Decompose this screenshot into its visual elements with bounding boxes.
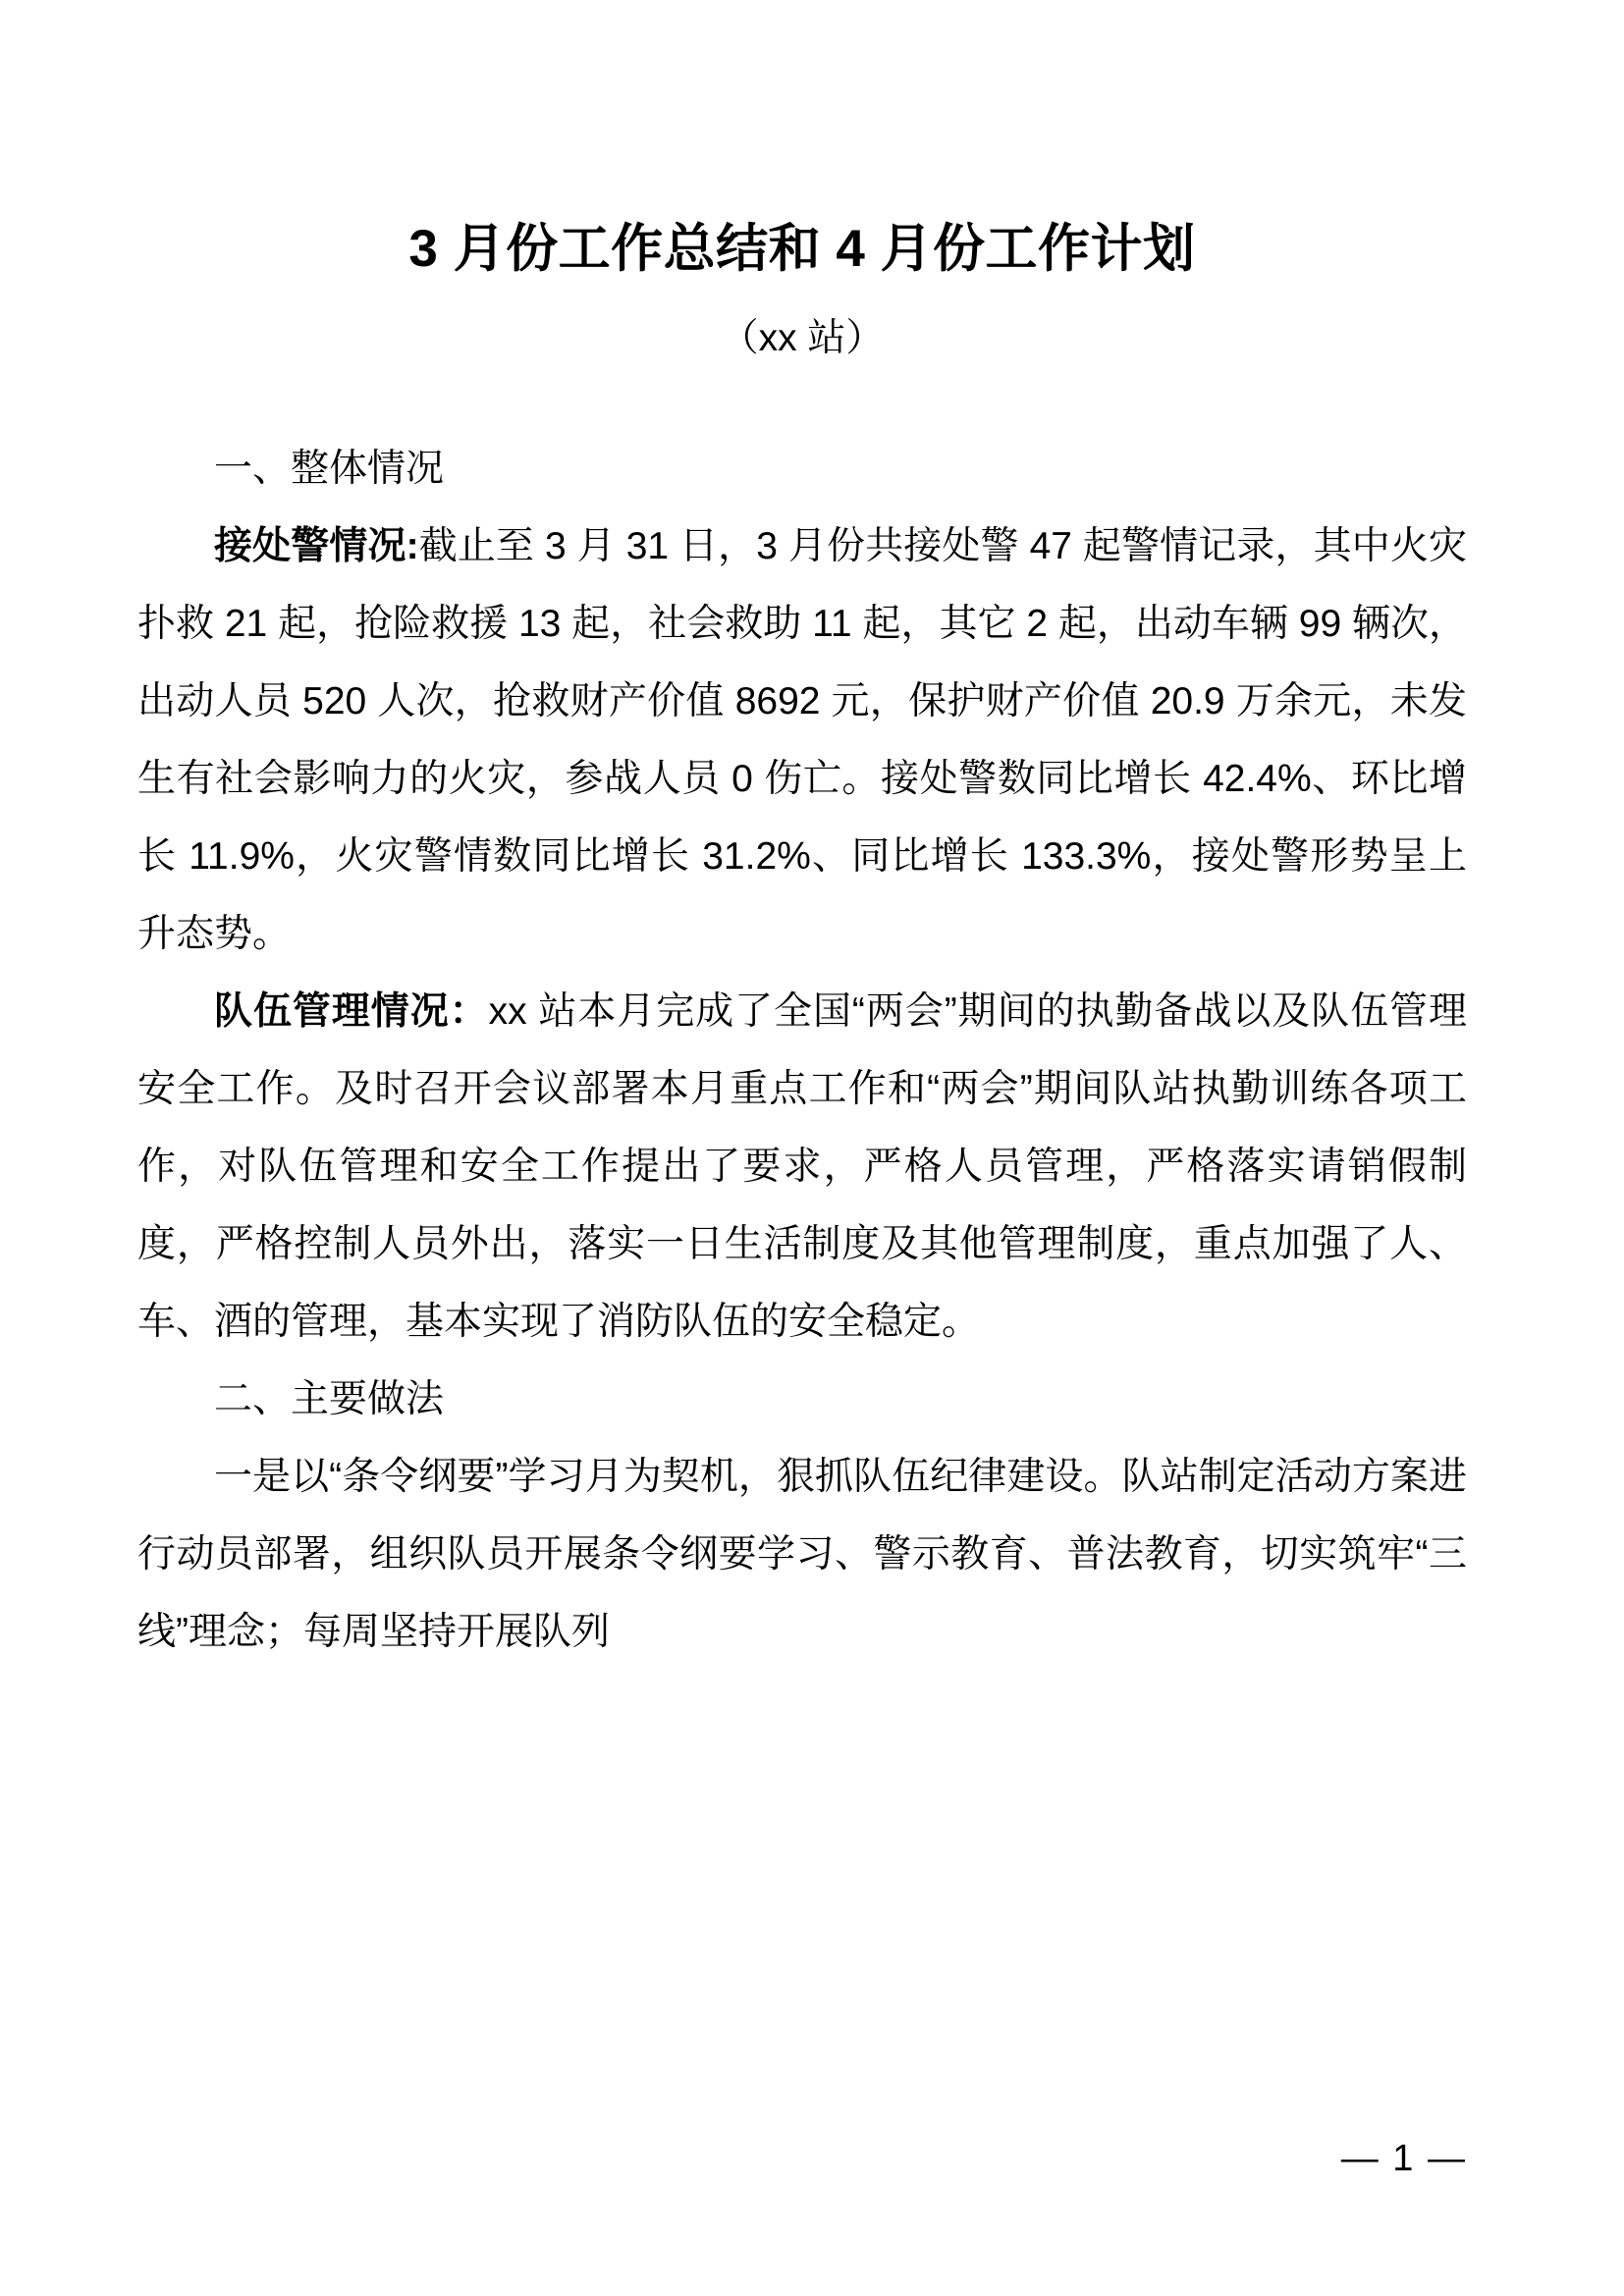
paragraph-lead-label-dispatch: 接处警情况: xyxy=(214,525,419,568)
document-content xyxy=(137,0,1467,1671)
paragraph-practice-one xyxy=(137,1438,1467,1671)
paragraph-text-team: xx 站本月完成了全国“两会”期间的执勤备战以及队伍管理安全工作。及时召开会议部署本月重点工作和“两会”期间队站执勤训练各项工作，对队伍管理和安全工作提出了要求，严格人员管理，严格落实请销假制度，严格控制人员外出，落实一日生活制度及其他管理制度，重点加强了人、车、酒的管理，基本实现了消防队伍的安全稳定。 xyxy=(137,990,1467,1344)
page-title: 3 月份工作总结和 4 月份工作计划 xyxy=(408,220,1196,278)
section-heading-1: 一、整体情况 xyxy=(214,448,445,491)
paragraph-text-dispatch: 截止至 3 月 31 日，3 月份共接处警 47 起警情记录，其中火灾扑救 21 起，抢险救援 13 起，社会救助 11 起，其它 2 起，出动车辆 99 辆次，出动人员 520 人次，抢救财产价值 8692 元，保护财产价值 20.9 万余元，未发生有社会影响力的火灾，参战人员 0 伤亡。接处警数同比增长 42.4%、环比增长 11.9%，火灾警情数同比增长 31.2%、同比增长 133.3%，接处警形势呈上升态势。 xyxy=(137,525,1467,956)
document-subtitle: （xx 站） xyxy=(720,316,885,359)
page-number-footer: — 1 — xyxy=(1340,2138,1467,2179)
section-heading-2: 二、主要做法 xyxy=(214,1378,445,1421)
section-main-practices xyxy=(137,1361,1467,1671)
paragraph-dispatch-statistics xyxy=(137,507,1467,973)
section-overall-situation xyxy=(137,430,1467,1361)
paragraph-lead-label-team: 队伍管理情况： xyxy=(214,990,489,1034)
paragraph-text-practice-one: 一是以“条令纲要”学习月为契机，狠抓队伍纪律建设。队站制定活动方案进行动员部署，组织队员开展条令纲要学习、警示教育、普法教育，切实筑牢“三线”理念；每周坚持开展队列 xyxy=(137,1456,1467,1654)
document-body xyxy=(137,361,1467,1671)
paragraph-team-management xyxy=(137,973,1467,1361)
